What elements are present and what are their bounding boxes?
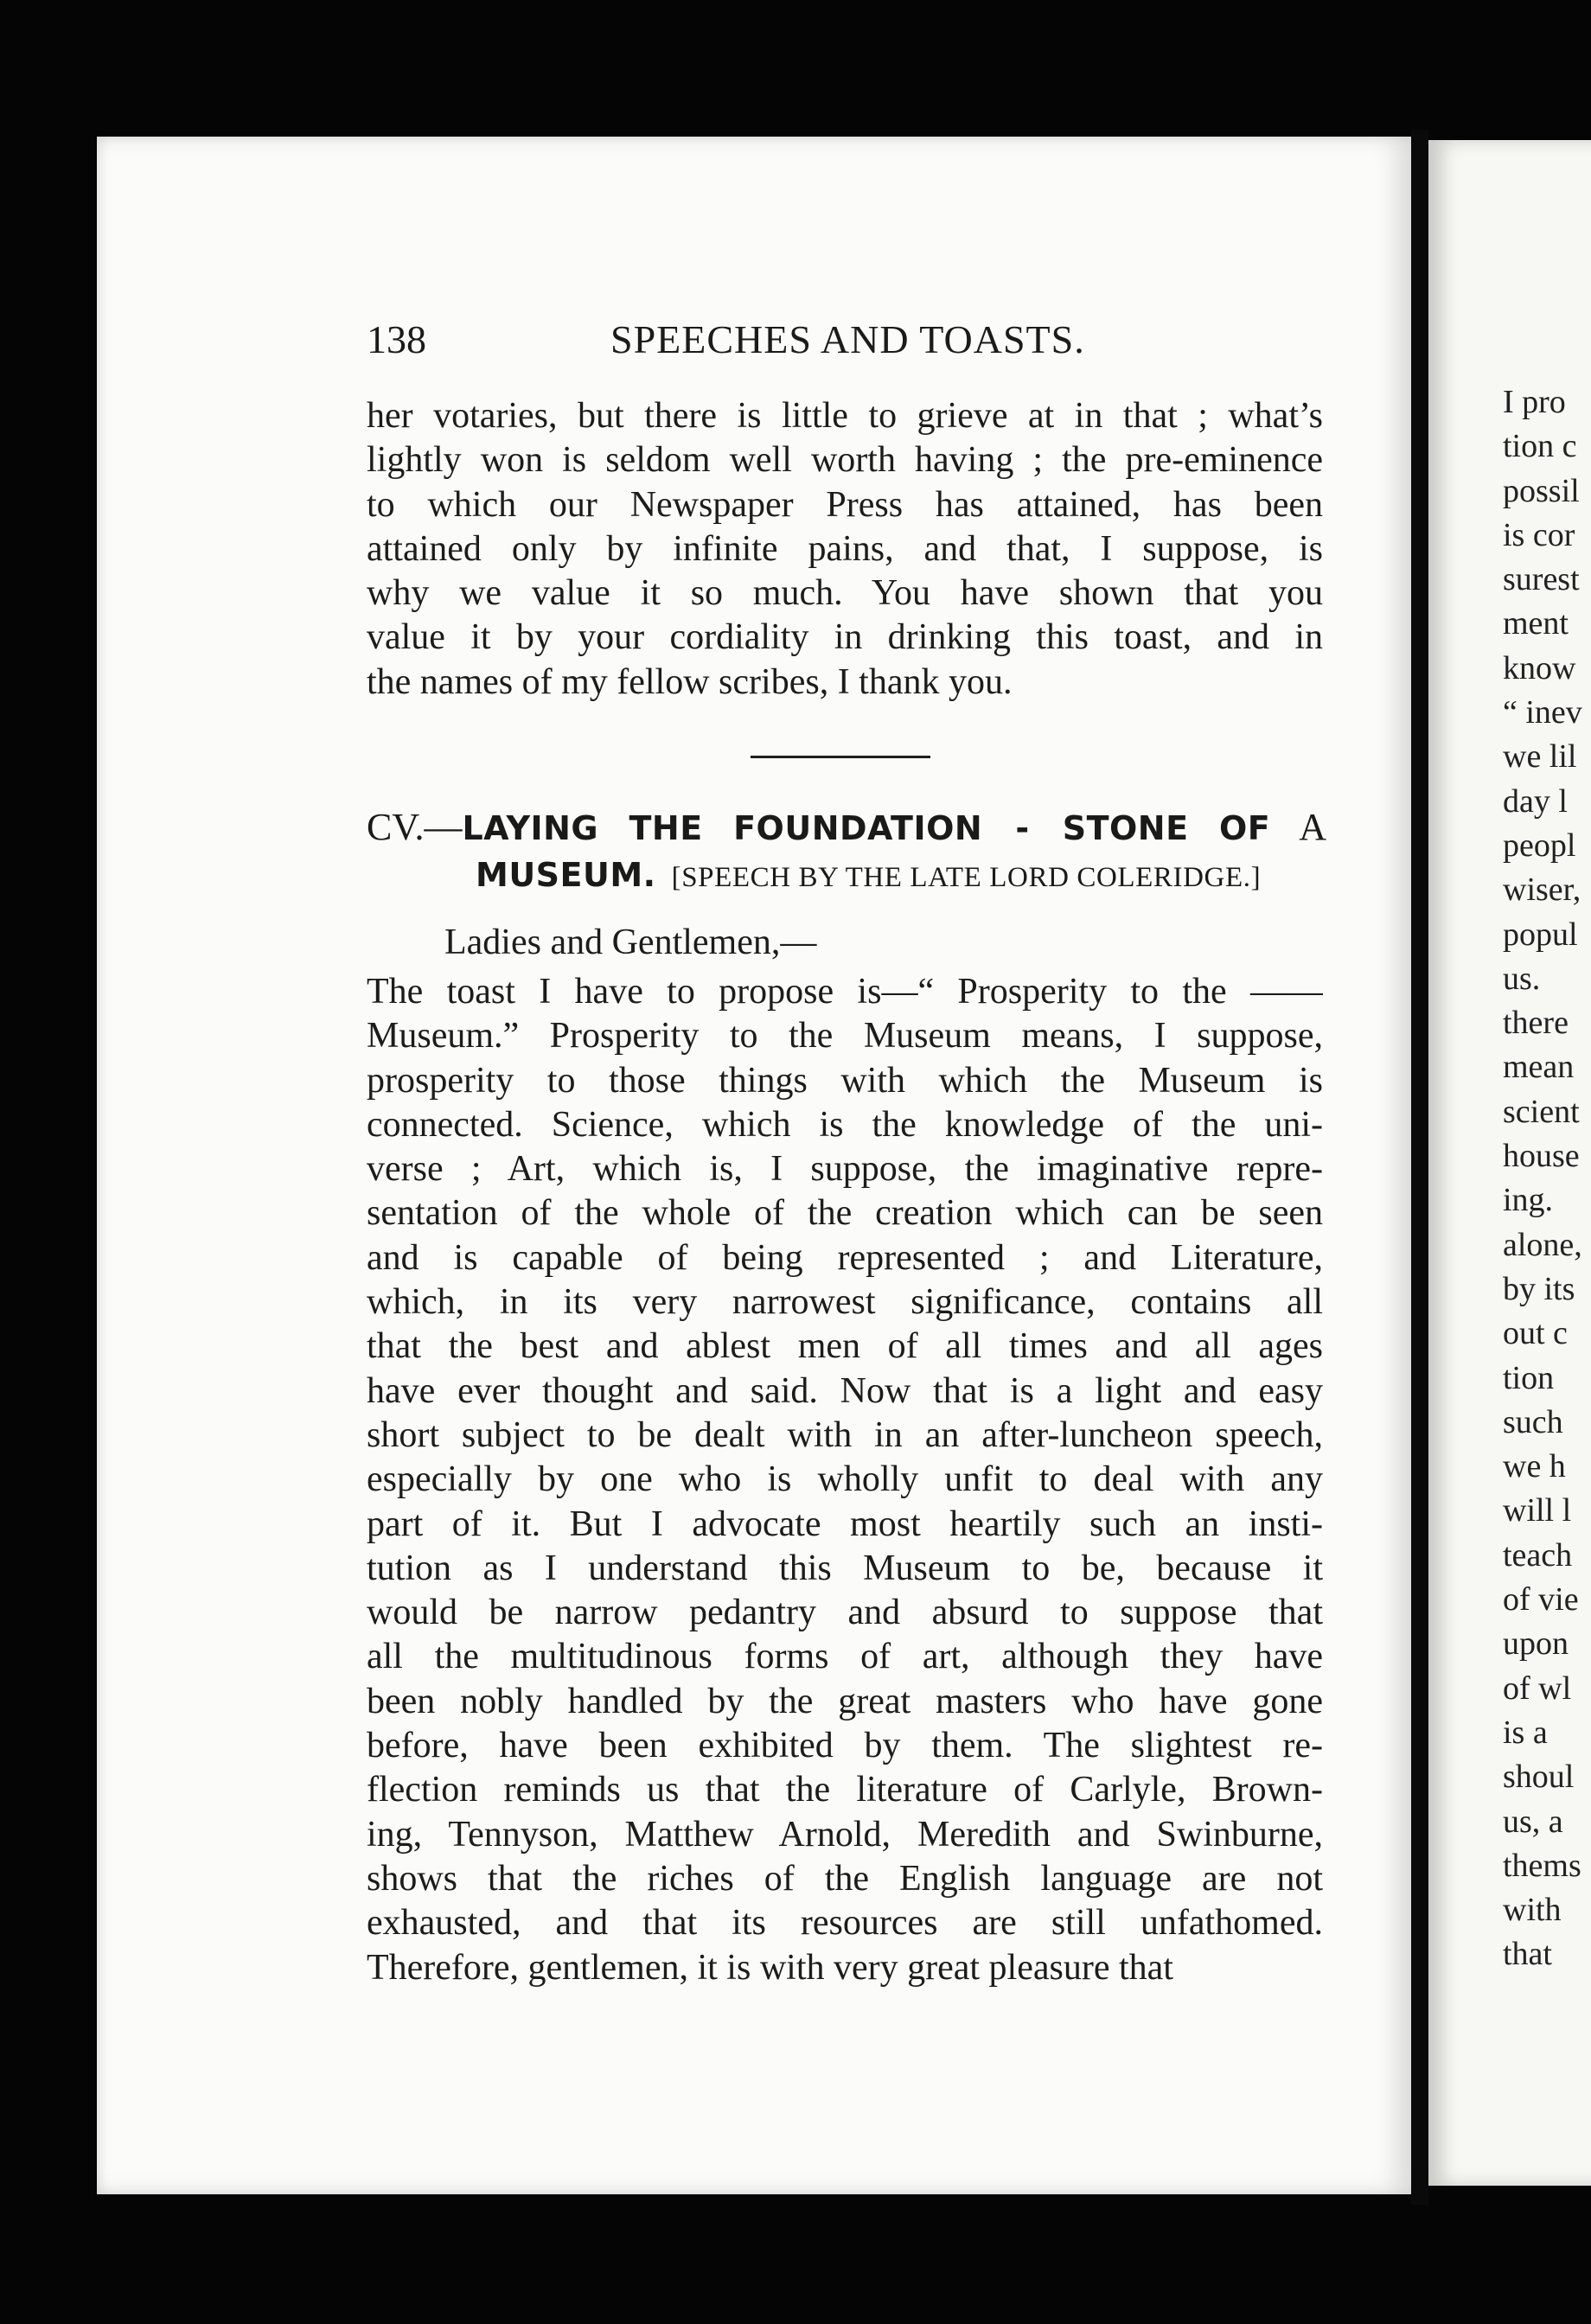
- page-header: [367, 316, 1326, 368]
- fragment-line: day l: [1503, 782, 1568, 820]
- heading-word: A: [1299, 806, 1327, 848]
- fragment-line: wiser,: [1503, 872, 1581, 909]
- text-line: sentation of the whole of the creation which can be seen: [367, 1193, 1323, 1234]
- fragment-line: ing.: [1503, 1182, 1554, 1219]
- fragment-line: I pro: [1503, 384, 1566, 420]
- fragment-line: us.: [1503, 960, 1541, 997]
- fragment-line: scient: [1503, 1093, 1580, 1130]
- text-line: all the multitudinous forms of art, although they have: [367, 1637, 1323, 1677]
- fragment-line: out c: [1503, 1315, 1568, 1352]
- text-line: lightly won is seldom well worth having ; the pre-eminence: [367, 440, 1323, 481]
- heading-number: CV.—: [367, 806, 463, 848]
- fragment-line: there: [1503, 1005, 1569, 1042]
- text-line: that the best and ablest men of all times and all ages: [367, 1326, 1323, 1367]
- fragment-line: of wl: [1503, 1670, 1572, 1707]
- text-line: flection reminds us that the literature of Carlyle, Brown-: [367, 1770, 1323, 1810]
- fragment-line: thems: [1503, 1847, 1581, 1884]
- fragment-line: house: [1503, 1138, 1580, 1175]
- text-line: The toast I have to propose is—“ Prosperity to the ——: [367, 972, 1323, 1012]
- fragment-line: is a: [1503, 1714, 1548, 1751]
- heading-title: MUSEUM.: [476, 856, 656, 894]
- fragment-line: alone,: [1503, 1226, 1582, 1263]
- text-line: her votaries, but there is little to grieve at in that ; what’s: [367, 396, 1323, 436]
- fragment-line: will l: [1503, 1492, 1572, 1529]
- fragment-line: by its: [1503, 1270, 1575, 1307]
- salutation: Ladies and Gentlemen,—: [444, 923, 817, 962]
- text-line: Therefore, gentlemen, it is with very great pleasure that: [367, 1947, 1173, 1988]
- text-line: exhausted, and that its resources are still unfathomed.: [367, 1903, 1323, 1944]
- running-head: SPEECHES AND TOASTS.: [610, 317, 1085, 361]
- fragment-line: shoul: [1503, 1759, 1575, 1796]
- paragraph-2: [367, 970, 1323, 1990]
- fragment-line: we h: [1503, 1448, 1566, 1485]
- fragment-line: peopl: [1503, 827, 1576, 864]
- text-line: attained only by infinite pains, and that, I suppose, is: [367, 528, 1323, 569]
- fragment-line: ment: [1503, 605, 1569, 642]
- heading-word: FOUNDATION - STONE: [733, 809, 1189, 847]
- text-line: before, have been exhibited by them. The slightest re-: [367, 1726, 1323, 1766]
- text-line: Museum.” Prosperity to the Museum means, I suppose,: [367, 1016, 1323, 1057]
- fragment-line: us, a: [1503, 1803, 1563, 1840]
- section-heading: [367, 804, 1326, 897]
- text-line: short subject to be dealt with in an after-luncheon speech,: [367, 1414, 1323, 1455]
- fragment-line: we lil: [1503, 738, 1577, 776]
- heading-word: LAYING: [462, 809, 599, 847]
- fragment-line: tion: [1503, 1359, 1555, 1396]
- fragment-line: teach: [1503, 1536, 1573, 1574]
- text-line: part of it. But I advocate most heartily such an insti-: [367, 1504, 1323, 1544]
- fragment-line: mean: [1503, 1049, 1575, 1086]
- heading-word: OF: [1218, 809, 1271, 847]
- fragment-line: possil: [1503, 472, 1580, 509]
- text-line: which, in its very narrowest significance, contains all: [367, 1282, 1323, 1323]
- text-line: been nobly handled by the great masters who have gone: [367, 1681, 1323, 1721]
- text-line: prosperity to those things with which the Museum is: [367, 1060, 1323, 1101]
- text-line: the names of my fellow scribes, I thank you.: [367, 661, 1013, 702]
- paragraph-1: [367, 394, 1323, 705]
- text-line: verse ; Art, which is, I suppose, the imaginative repre-: [367, 1149, 1323, 1190]
- fragment-line: of vie: [1503, 1581, 1579, 1618]
- text-line: would be narrow pedantry and absurd to suppose that: [367, 1593, 1323, 1633]
- heading-attribution: [SPEECH BY THE LATE LORD COLERIDGE.]: [671, 862, 1262, 893]
- book-gutter: [1411, 130, 1428, 2205]
- text-line: and is capable of being represented ; and Literature,: [367, 1237, 1323, 1278]
- text-line: shows that the riches of the English language are not: [367, 1858, 1323, 1899]
- text-line: have ever thought and said. Now that is a light and easy: [367, 1370, 1323, 1411]
- text-line: tution as I understand this Museum to be, because it: [367, 1548, 1323, 1588]
- text-line: why we value it so much. You have shown that you: [367, 573, 1323, 614]
- fragment-line: such: [1503, 1403, 1563, 1440]
- fragment-line: popul: [1503, 916, 1578, 953]
- fragment-line: with: [1503, 1892, 1562, 1929]
- page-number: 138: [367, 317, 426, 361]
- fragment-line: “ inev: [1503, 694, 1582, 731]
- fragment-line: is cor: [1503, 516, 1575, 553]
- text-line: to which our Newspaper Press has attained, has been: [367, 484, 1323, 525]
- text-line: ing, Tennyson, Matthew Arnold, Meredith and Swinburne,: [367, 1814, 1323, 1855]
- fragment-line: upon: [1503, 1625, 1569, 1663]
- text-line: especially by one who is wholly unfit to deal with any: [367, 1459, 1323, 1500]
- fragment-line: surest: [1503, 561, 1580, 598]
- text-line: connected. Science, which is the knowledge of the uni-: [367, 1104, 1323, 1145]
- heading-word: THE: [629, 809, 703, 847]
- fragment-line: tion c: [1503, 428, 1577, 465]
- fragment-line: that: [1503, 1936, 1552, 1973]
- right-page-text-fragments: [1503, 380, 1591, 1977]
- heading-line-2: [367, 851, 1326, 897]
- fragment-line: know: [1503, 649, 1576, 686]
- heading-line-1: [367, 804, 1326, 851]
- section-divider: [751, 756, 930, 758]
- text-line: value it by your cordiality in drinking this toast, and in: [367, 617, 1323, 658]
